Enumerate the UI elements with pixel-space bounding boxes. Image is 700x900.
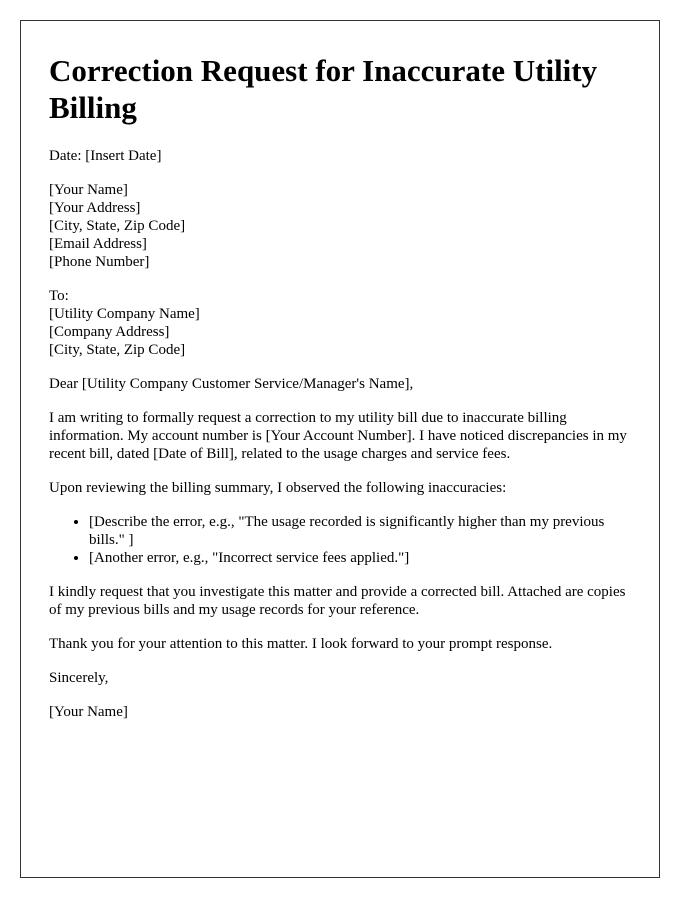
closing: Sincerely,	[49, 670, 109, 686]
list-item: • [Another error, e.g., "Incorrect service fees applied."]	[89, 549, 631, 567]
sender-address: [Your Address]	[49, 200, 141, 216]
sender-address-block	[49, 181, 631, 271]
recipient-address-block	[49, 287, 631, 359]
sender-phone: [Phone Number]	[49, 254, 150, 270]
recipient-company-name: [Utility Company Name]	[49, 306, 200, 322]
body-paragraph-2: Upon reviewing the billing summary, I observed the following inaccuracies:	[49, 480, 507, 496]
recipient-company-address: [Company Address]	[49, 324, 170, 340]
recipient-city-state-zip: [City, State, Zip Code]	[49, 342, 186, 358]
inaccuracies-list	[49, 513, 631, 567]
sender-city-state-zip: [City, State, Zip Code]	[49, 218, 186, 234]
body-paragraph-4: Thank you for your attention to this matter. I look forward to your prompt response.	[49, 636, 553, 652]
recipient-to-label: To:	[49, 288, 69, 304]
body-paragraph-3: I kindly request that you investigate this matter and provide a corrected bill. Attached are copies of my previous bills and my usage records for your reference.	[49, 584, 626, 618]
list-item: • [Describe the error, e.g., "The usage recorded is significantly higher than my previous bills." ]	[89, 513, 631, 549]
sender-name: [Your Name]	[49, 182, 128, 198]
signature: [Your Name]	[49, 704, 128, 720]
salutation: Dear [Utility Company Customer Service/Manager's Name],	[49, 376, 414, 392]
letter-title: Correction Request for Inaccurate Utility Billing	[49, 53, 598, 125]
sender-email: [Email Address]	[49, 236, 147, 252]
date-line: Date: [Insert Date]	[49, 148, 162, 164]
letter-page	[20, 20, 660, 878]
body-paragraph-1: I am writing to formally request a correction to my utility bill due to inaccurate billing information. My account number is [Your Account Number]. I have noticed discrepancies in my recent bill, dated [Date of Bill], related to the usage charges and service fees.	[49, 410, 627, 462]
